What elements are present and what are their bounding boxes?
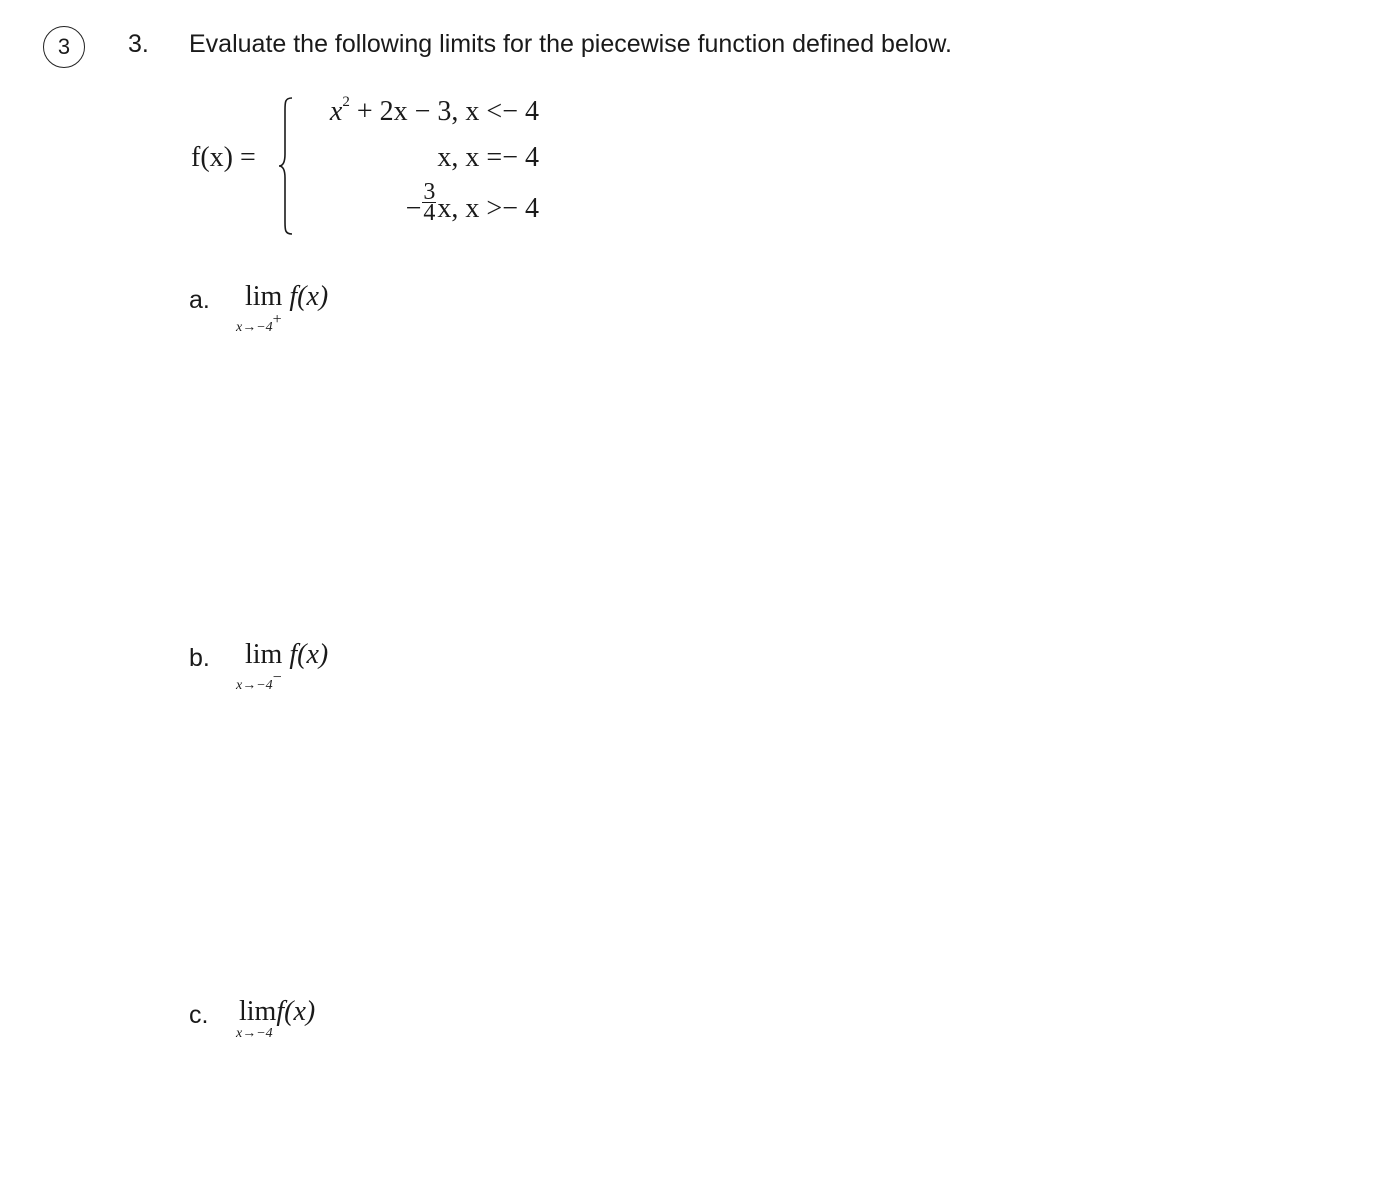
case-row-3 (405, 179, 539, 231)
question-prompt: Evaluate the following limits for the piecewise function defined below. (189, 30, 952, 58)
case-1-base: x (329, 96, 343, 127)
lim-operator: lim (245, 639, 283, 670)
case-1-expression: + 2x − 3, x <− 4 (349, 96, 539, 127)
function-lhs: f(x) = (191, 142, 256, 173)
left-brace-icon (277, 96, 297, 236)
case-row-1 (329, 93, 539, 128)
case-2-expression: x, x =− 4 (437, 142, 539, 173)
part-a-limit (245, 281, 328, 313)
part-b-subscript (236, 669, 282, 694)
question-number: 3. (128, 30, 149, 58)
part-c-subscript (236, 1026, 273, 1042)
part-a-subscript (236, 311, 282, 336)
part-b-label: b. (189, 644, 210, 672)
fraction-denominator: 4 (423, 200, 436, 226)
case-1-exponent: 2 (342, 93, 350, 110)
part-c-label: c. (189, 1001, 209, 1029)
approach-side: − (272, 669, 282, 686)
approach-expression: x→−4 (236, 320, 273, 335)
part-b-limit (245, 639, 328, 671)
lim-operator: lim (245, 281, 283, 312)
case-3-sign: − (405, 192, 422, 224)
limit-function: f(x) (276, 996, 316, 1027)
question-number-badge: 3 (43, 26, 85, 68)
part-a-label: a. (189, 286, 210, 314)
lim-operator: lim (239, 996, 277, 1027)
case-3-expression: x, x >− 4 (437, 192, 539, 224)
case-3-fraction (422, 179, 436, 226)
limit-function: f(x) (289, 281, 329, 312)
fraction-numerator: 3 (423, 179, 436, 205)
approach-expression: x→−4 (236, 678, 273, 693)
case-row-2 (437, 142, 539, 174)
limit-function: f(x) (289, 639, 329, 670)
approach-expression: x→−4 (236, 1026, 273, 1041)
part-c-limit (239, 996, 315, 1028)
approach-side: + (272, 311, 282, 328)
